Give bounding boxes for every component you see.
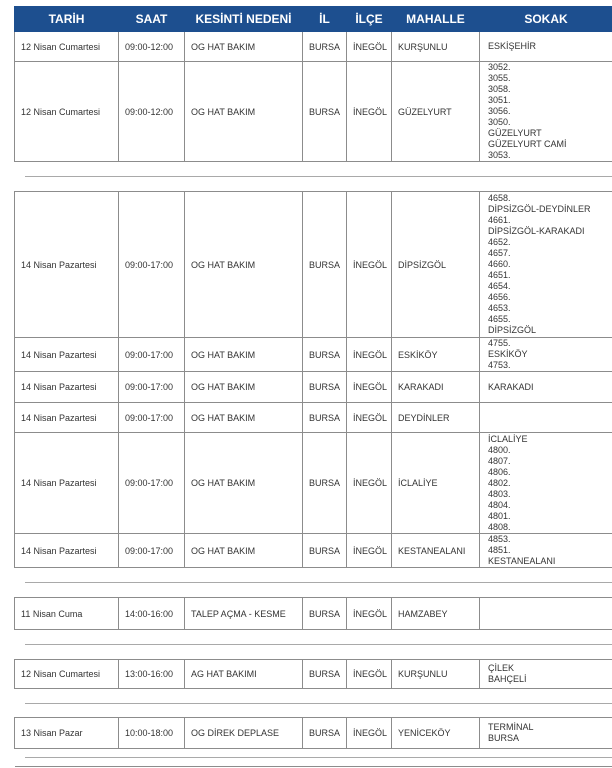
ilce-cell: İNEGÖL xyxy=(347,32,392,62)
tarih-cell: 14 Nisan Pazartesi xyxy=(15,433,119,534)
ilce-cell: İNEGÖL xyxy=(347,598,392,630)
ilce-cell: İNEGÖL xyxy=(347,192,392,338)
il-cell: BURSA xyxy=(303,338,347,372)
sokak-cell xyxy=(480,433,612,534)
sokak-cell xyxy=(480,598,612,630)
table-row xyxy=(15,534,612,568)
tarih-cell: 12 Nisan Cumartesi xyxy=(15,32,119,62)
sokak-item: 4660. xyxy=(488,259,511,269)
sokak-item: BURSA xyxy=(488,733,520,743)
sokak-item: 4658. xyxy=(488,193,511,203)
divider xyxy=(25,176,612,177)
sokak-item: 4655. xyxy=(488,314,511,324)
kesinti-nedeni-cell: AG HAT BAKIMI xyxy=(185,660,303,689)
kesinti-nedeni-cell: TALEP AÇMA - KESME xyxy=(185,598,303,630)
mahalle-cell: HAMZABEY xyxy=(392,598,480,630)
sokak-item: DİPSİZGÖL-DEYDİNLER xyxy=(488,204,591,214)
sokak-item: DİPSİZGÖL xyxy=(488,325,537,335)
il-cell: BURSA xyxy=(303,62,347,162)
sokak-item: ESKİKÖY xyxy=(488,349,528,359)
separator-row xyxy=(15,630,612,660)
separator-cell xyxy=(15,689,612,718)
sokak-item: 4657. xyxy=(488,248,511,258)
sokak-item: 3058. xyxy=(488,84,511,94)
sokak-item: 4806. xyxy=(488,466,511,477)
sokak-item: 3051. xyxy=(488,95,511,105)
outage-table xyxy=(14,6,612,767)
separator-row xyxy=(15,568,612,598)
sokak-item: 4654. xyxy=(488,281,511,291)
saat-cell: 09:00-17:00 xyxy=(119,338,185,372)
saat-cell: 09:00-12:00 xyxy=(119,62,185,162)
sokak-item: 4853. xyxy=(488,534,511,544)
sokak-item: 4651. xyxy=(488,270,511,280)
mahalle-cell: KESTANEALANI xyxy=(392,534,480,568)
il-cell: BURSA xyxy=(303,433,347,534)
tarih-cell: 12 Nisan Cumartesi xyxy=(15,660,119,689)
sokak-item: İCLALİYE xyxy=(488,433,528,444)
sokak-item: 4851. xyxy=(488,545,511,555)
sokak-item: 4755. xyxy=(488,338,511,348)
kesinti-nedeni-cell: OG DİREK DEPLASE xyxy=(185,718,303,749)
kesinti-nedeni-cell: OG HAT BAKIM xyxy=(185,62,303,162)
saat-cell: 09:00-17:00 xyxy=(119,534,185,568)
sokak-item: ÇİLEK xyxy=(488,663,515,673)
sokak-item: 4807. xyxy=(488,455,511,466)
saat-cell: 13:00-16:00 xyxy=(119,660,185,689)
mahalle-cell: KURŞUNLU xyxy=(392,660,480,689)
header-mahalle[interactable]: MAHALLE xyxy=(392,7,480,32)
sokak-cell xyxy=(480,534,612,568)
tarih-cell: 14 Nisan Pazartesi xyxy=(15,338,119,372)
sokak-item: 4803. xyxy=(488,488,511,499)
sokak-item: GÜZELYURT CAMİ xyxy=(488,139,567,149)
mahalle-cell: KARAKADI xyxy=(392,372,480,403)
divider xyxy=(25,703,612,704)
saat-cell: 10:00-18:00 xyxy=(119,718,185,749)
divider xyxy=(25,582,612,583)
sokak-item: 4804. xyxy=(488,499,511,510)
sokak-item: 3052. xyxy=(488,62,511,72)
ilce-cell: İNEGÖL xyxy=(347,433,392,534)
saat-cell: 09:00-12:00 xyxy=(119,32,185,62)
tarih-cell: 14 Nisan Pazartesi xyxy=(15,372,119,403)
mahalle-cell: YENİCEKÖY xyxy=(392,718,480,749)
ilce-cell: İNEGÖL xyxy=(347,403,392,433)
sokak-item: 4753. xyxy=(488,360,511,370)
table-header xyxy=(15,7,612,32)
header-il[interactable]: İL xyxy=(303,7,347,32)
divider xyxy=(25,644,612,645)
saat-cell: 14:00-16:00 xyxy=(119,598,185,630)
mahalle-cell: DİPSİZGÖL xyxy=(392,192,480,338)
tarih-cell: 14 Nisan Pazartesi xyxy=(15,534,119,568)
tarih-cell: 14 Nisan Pazartesi xyxy=(15,192,119,338)
sokak-item: DİPSİZGÖL-KARAKADI xyxy=(488,226,585,236)
sokak-cell xyxy=(480,62,612,162)
sokak-item: 4656. xyxy=(488,292,511,302)
sokak-item: BAHÇELİ xyxy=(488,674,527,684)
ilce-cell: İNEGÖL xyxy=(347,338,392,372)
sokak-item: 3050. xyxy=(488,117,511,127)
ilce-cell: İNEGÖL xyxy=(347,372,392,403)
table-row xyxy=(15,192,612,338)
saat-cell: 09:00-17:00 xyxy=(119,192,185,338)
kesinti-nedeni-cell: OG HAT BAKIM xyxy=(185,403,303,433)
il-cell: BURSA xyxy=(303,32,347,62)
table-row xyxy=(15,338,612,372)
header-saat[interactable]: SAAT xyxy=(119,7,185,32)
sokak-cell xyxy=(480,403,612,433)
kesinti-nedeni-cell: OG HAT BAKIM xyxy=(185,433,303,534)
mahalle-cell: ESKİKÖY xyxy=(392,338,480,372)
kesinti-nedeni-cell: OG HAT BAKIM xyxy=(185,192,303,338)
il-cell: BURSA xyxy=(303,718,347,749)
ilce-cell: İNEGÖL xyxy=(347,534,392,568)
header-kesinti-nedeni[interactable]: KESİNTİ NEDENİ xyxy=(185,7,303,32)
separator-row xyxy=(15,689,612,718)
sokak-cell xyxy=(480,372,612,403)
sokak-item: 4652. xyxy=(488,237,511,247)
separator-row xyxy=(15,749,612,767)
sokak-item: 4653. xyxy=(488,303,511,313)
sokak-cell xyxy=(480,338,612,372)
divider xyxy=(25,757,612,758)
table-row xyxy=(15,62,612,162)
table-row xyxy=(15,372,612,403)
mahalle-cell: GÜZELYURT xyxy=(392,62,480,162)
sokak-item: 3053. xyxy=(488,150,511,160)
sokak-item: 4808. xyxy=(488,521,511,532)
sokak-item: 4802. xyxy=(488,477,511,488)
sokak-item: 4801. xyxy=(488,510,511,521)
il-cell: BURSA xyxy=(303,534,347,568)
sokak-item: ESKİŞEHİR xyxy=(488,41,537,51)
kesinti-nedeni-cell: OG HAT BAKIM xyxy=(185,338,303,372)
mahalle-cell: KURŞUNLU xyxy=(392,32,480,62)
sokak-item: 3055. xyxy=(488,73,511,83)
kesinti-nedeni-cell: OG HAT BAKIM xyxy=(185,372,303,403)
il-cell: BURSA xyxy=(303,192,347,338)
sokak-item: 3056. xyxy=(488,106,511,116)
separator-cell xyxy=(15,749,612,767)
saat-cell: 09:00-17:00 xyxy=(119,372,185,403)
kesinti-nedeni-cell: OG HAT BAKIM xyxy=(185,534,303,568)
mahalle-cell: DEYDİNLER xyxy=(392,403,480,433)
sokak-item: KARAKADI xyxy=(488,381,534,392)
separator-cell xyxy=(15,630,612,660)
tarih-cell: 13 Nisan Pazar xyxy=(15,718,119,749)
sokak-item: 4661. xyxy=(488,215,511,225)
tarih-cell: 12 Nisan Cumartesi xyxy=(15,62,119,162)
sokak-item: TERMİNAL xyxy=(488,722,534,732)
table-row xyxy=(15,598,612,630)
saat-cell: 09:00-17:00 xyxy=(119,433,185,534)
sokak-cell xyxy=(480,192,612,338)
separator-cell xyxy=(15,568,612,598)
table-row xyxy=(15,32,612,62)
table-body xyxy=(15,32,612,767)
header-ilce[interactable]: İLÇE xyxy=(347,7,392,32)
header-sokak[interactable]: SOKAK xyxy=(480,7,612,32)
table-row xyxy=(15,403,612,433)
ilce-cell: İNEGÖL xyxy=(347,718,392,749)
sokak-cell xyxy=(480,718,612,749)
header-row xyxy=(15,7,612,32)
tarih-cell: 14 Nisan Pazartesi xyxy=(15,403,119,433)
table-row xyxy=(15,718,612,749)
kesinti-nedeni-cell: OG HAT BAKIM xyxy=(185,32,303,62)
sokak-item: KESTANEALANI xyxy=(488,556,556,566)
separator-row xyxy=(15,162,612,192)
ilce-cell: İNEGÖL xyxy=(347,62,392,162)
table-row xyxy=(15,660,612,689)
sokak-cell xyxy=(480,660,612,689)
tarih-cell: 11 Nisan Cuma xyxy=(15,598,119,630)
table-row xyxy=(15,433,612,534)
sokak-item: 4800. xyxy=(488,444,511,455)
il-cell: BURSA xyxy=(303,372,347,403)
sokak-cell xyxy=(480,32,612,62)
header-tarih[interactable]: TARİH xyxy=(15,7,119,32)
il-cell: BURSA xyxy=(303,598,347,630)
sokak-item: GÜZELYURT xyxy=(488,128,542,138)
ilce-cell: İNEGÖL xyxy=(347,660,392,689)
saat-cell: 09:00-17:00 xyxy=(119,403,185,433)
separator-cell xyxy=(15,162,612,192)
il-cell: BURSA xyxy=(303,403,347,433)
mahalle-cell: İCLALİYE xyxy=(392,433,480,534)
il-cell: BURSA xyxy=(303,660,347,689)
